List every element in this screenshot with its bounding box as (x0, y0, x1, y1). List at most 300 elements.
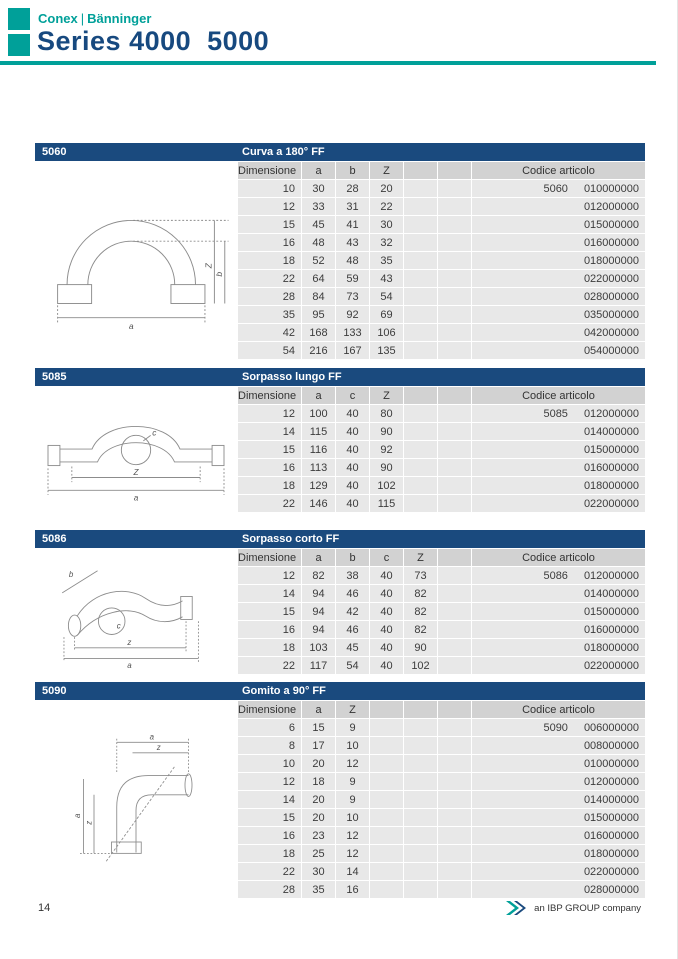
cell-value: 46 (336, 585, 370, 603)
cell-value (438, 198, 472, 216)
cell-value: 82 (404, 603, 438, 621)
cell-dimensione: 12 (238, 773, 302, 791)
cell-value: 115 (370, 495, 404, 513)
column-header-dimensione: Dimensione (238, 701, 302, 719)
column-header-z: Z (370, 387, 404, 405)
cell-value (438, 288, 472, 306)
column-header-empty (370, 701, 404, 719)
table-row (238, 621, 646, 639)
table-row (238, 755, 646, 773)
cell-value: 84 (302, 288, 336, 306)
cell-value (404, 324, 438, 342)
cell-value (404, 755, 438, 773)
cell-value: 33 (302, 198, 336, 216)
cell-value: 40 (370, 585, 404, 603)
cell-value (438, 737, 472, 755)
table-row (238, 603, 646, 621)
cell-value (438, 324, 472, 342)
dim-label-z-left: z (84, 820, 94, 825)
section-title: Sorpasso lungo FF (242, 371, 342, 383)
cell-codice (472, 198, 646, 216)
cell-value: 100 (302, 405, 336, 423)
page-title: Series 4000 5000 (37, 26, 270, 56)
cell-codice (472, 755, 646, 773)
cell-value: 40 (336, 459, 370, 477)
codice-article: 015000000 (583, 811, 639, 824)
codice-article: 035000000 (583, 308, 639, 321)
footer-company-text: an IBP GROUP company (534, 902, 641, 914)
brand-conex: Conex (38, 11, 78, 26)
cell-value: 10 (336, 809, 370, 827)
cell-value: 22 (370, 198, 404, 216)
cell-value: 40 (370, 639, 404, 657)
cell-value (438, 603, 472, 621)
codice-article: 016000000 (583, 236, 639, 249)
column-header-empty (438, 549, 472, 567)
codice-article: 022000000 (583, 497, 639, 510)
cell-value (404, 234, 438, 252)
pipe-outline (62, 571, 198, 662)
codice-article: 018000000 (583, 254, 639, 267)
cell-value: 117 (302, 657, 336, 675)
cell-dimensione: 15 (238, 441, 302, 459)
cell-value: 90 (370, 459, 404, 477)
cell-value (404, 791, 438, 809)
table-row (238, 198, 646, 216)
cell-value (404, 773, 438, 791)
cell-codice (472, 216, 646, 234)
product-section-5090 (35, 682, 645, 899)
cell-value: 40 (336, 441, 370, 459)
cell-value: 46 (336, 621, 370, 639)
section-header-bar (35, 143, 645, 161)
cell-value (370, 881, 404, 899)
cell-codice (472, 180, 646, 198)
cell-codice (472, 270, 646, 288)
cell-value: 92 (336, 306, 370, 324)
cell-dimensione: 15 (238, 603, 302, 621)
cell-value: 94 (302, 603, 336, 621)
cell-value (404, 405, 438, 423)
cell-value (438, 180, 472, 198)
cell-value: 9 (336, 773, 370, 791)
table-row (238, 495, 646, 513)
cell-value: 12 (336, 755, 370, 773)
dim-label-c: c (116, 621, 121, 631)
cell-value (438, 252, 472, 270)
cell-value: 35 (370, 252, 404, 270)
cell-value: 48 (302, 234, 336, 252)
cell-value: 80 (370, 405, 404, 423)
cell-value (404, 441, 438, 459)
cell-value: 30 (370, 216, 404, 234)
cell-value: 28 (336, 180, 370, 198)
cell-value: 82 (404, 621, 438, 639)
table-row (238, 827, 646, 845)
codice-article: 012000000 (583, 407, 639, 420)
dim-label-z: z (126, 638, 131, 648)
codice-article: 028000000 (583, 290, 639, 303)
diagram-sorpasso-corto-icon (44, 554, 229, 669)
cell-value: 15 (302, 719, 336, 737)
section-header-bar (35, 682, 645, 700)
dim-label-a: a (133, 492, 139, 502)
codice-article: 018000000 (583, 479, 639, 492)
cell-dimensione: 15 (238, 216, 302, 234)
cell-value (404, 288, 438, 306)
table-row (238, 639, 646, 657)
codice-article: 008000000 (583, 739, 639, 752)
cell-value: 40 (370, 657, 404, 675)
cell-codice (472, 827, 646, 845)
cell-value: 38 (336, 567, 370, 585)
cell-value: 40 (370, 567, 404, 585)
cell-value (370, 827, 404, 845)
table-row (238, 180, 646, 198)
column-header-dimensione: Dimensione (238, 162, 302, 180)
technical-drawing (35, 161, 237, 360)
cell-value: 167 (336, 342, 370, 360)
table-row (238, 306, 646, 324)
cell-codice (472, 234, 646, 252)
table-row (238, 216, 646, 234)
cell-dimensione: 14 (238, 791, 302, 809)
codice-article: 010000000 (583, 757, 639, 770)
cell-value: 95 (302, 306, 336, 324)
section-code: 5090 (42, 685, 67, 697)
cell-value: 90 (404, 639, 438, 657)
cell-value: 102 (404, 657, 438, 675)
cell-value: 113 (302, 459, 336, 477)
section-title: Curva a 180° FF (242, 146, 325, 158)
cell-value: 115 (302, 423, 336, 441)
cell-value: 10 (336, 737, 370, 755)
cell-value (438, 719, 472, 737)
table-row (238, 773, 646, 791)
cell-value: 54 (336, 657, 370, 675)
section-title: Sorpasso corto FF (242, 533, 340, 545)
cell-value (438, 791, 472, 809)
codice-article: 018000000 (583, 847, 639, 860)
product-section-5060 (35, 143, 645, 360)
codice-article: 012000000 (583, 200, 639, 213)
codice-prefix: 5060 (543, 182, 568, 195)
brand-banninger: Bänninger (87, 11, 152, 26)
column-header-dimensione: Dimensione (238, 549, 302, 567)
table-row (238, 863, 646, 881)
cell-dimensione: 16 (238, 621, 302, 639)
codice-prefix: 5085 (543, 407, 568, 420)
cell-value: 102 (370, 477, 404, 495)
cell-value (438, 639, 472, 657)
cell-value: 20 (302, 809, 336, 827)
cell-value (438, 773, 472, 791)
cell-codice (472, 881, 646, 899)
ibp-logo-icon (506, 901, 528, 915)
section-title: Gomito a 90° FF (242, 685, 326, 697)
cell-value: 43 (370, 270, 404, 288)
cell-codice (472, 567, 646, 585)
cell-value (438, 477, 472, 495)
codice-article: 012000000 (583, 569, 639, 582)
cell-dimensione: 14 (238, 423, 302, 441)
codice-article: 016000000 (583, 623, 639, 636)
codice-article: 054000000 (583, 344, 639, 357)
cell-value (370, 737, 404, 755)
brand-logo (38, 11, 151, 26)
cell-value (438, 441, 472, 459)
column-header-empty (404, 162, 438, 180)
cell-dimensione: 22 (238, 863, 302, 881)
cell-value (438, 495, 472, 513)
table-row (238, 270, 646, 288)
table-row (238, 719, 646, 737)
dim-label-z: Z (203, 262, 214, 268)
cell-value (404, 809, 438, 827)
cell-codice (472, 773, 646, 791)
codice-article: 028000000 (583, 883, 639, 896)
cell-value: 73 (336, 288, 370, 306)
column-header-empty (438, 701, 472, 719)
cell-value: 90 (370, 423, 404, 441)
cell-codice (472, 495, 646, 513)
codice-article: 015000000 (583, 218, 639, 231)
table-row (238, 288, 646, 306)
codice-article: 014000000 (583, 793, 639, 806)
cell-value: 14 (336, 863, 370, 881)
cell-value (404, 827, 438, 845)
codice-article: 022000000 (583, 659, 639, 672)
cell-value (438, 567, 472, 585)
codice-article: 018000000 (583, 641, 639, 654)
cell-value (370, 845, 404, 863)
column-header-a: a (302, 387, 336, 405)
cell-codice (472, 603, 646, 621)
table-row (238, 477, 646, 495)
column-header-a: a (302, 549, 336, 567)
cell-dimensione: 10 (238, 180, 302, 198)
diagram-sorpasso-lungo-icon (41, 395, 231, 505)
cell-value (404, 270, 438, 288)
column-header-z: Z (336, 701, 370, 719)
cell-value: 9 (336, 719, 370, 737)
brand-squares (8, 8, 30, 60)
column-header-empty (438, 162, 472, 180)
cell-codice (472, 423, 646, 441)
cell-value (438, 845, 472, 863)
dim-label-b: b (213, 271, 224, 277)
cell-dimensione: 35 (238, 306, 302, 324)
cell-value (404, 252, 438, 270)
cell-value: 30 (302, 863, 336, 881)
column-header-row (238, 549, 646, 567)
cell-codice (472, 306, 646, 324)
table-row (238, 845, 646, 863)
dim-label-a: a (126, 661, 132, 669)
cell-value (370, 863, 404, 881)
cell-value (404, 863, 438, 881)
codice-article: 012000000 (583, 775, 639, 788)
section-header-bar (35, 368, 645, 386)
cell-value (404, 845, 438, 863)
cell-dimensione: 18 (238, 252, 302, 270)
table-row (238, 234, 646, 252)
cell-value: 82 (404, 585, 438, 603)
spec-table-5085 (237, 386, 646, 513)
technical-drawing (35, 700, 237, 899)
cell-codice (472, 863, 646, 881)
pipe-outline (58, 220, 229, 322)
cell-value (438, 881, 472, 899)
cell-value: 12 (336, 827, 370, 845)
pipe-outline (80, 738, 192, 861)
cell-value (404, 881, 438, 899)
dim-label-c: c (152, 427, 157, 437)
cell-dimensione: 12 (238, 405, 302, 423)
cell-dimensione: 18 (238, 845, 302, 863)
section-code: 5060 (42, 146, 67, 158)
codice-article: 022000000 (583, 865, 639, 878)
section-code: 5086 (42, 533, 67, 545)
cell-value: 129 (302, 477, 336, 495)
codice-article: 022000000 (583, 272, 639, 285)
section-body (35, 548, 645, 675)
codice-article: 010000000 (583, 182, 639, 195)
cell-dimensione: 16 (238, 827, 302, 845)
section-code: 5085 (42, 371, 67, 383)
codice-prefix: 5090 (543, 721, 568, 734)
cell-value: 92 (370, 441, 404, 459)
column-header-dimensione: Dimensione (238, 387, 302, 405)
cell-value (438, 585, 472, 603)
cell-dimensione: 42 (238, 324, 302, 342)
cell-dimensione: 22 (238, 657, 302, 675)
column-header-a: a (302, 701, 336, 719)
cell-value (404, 423, 438, 441)
cell-value (438, 863, 472, 881)
cell-value (438, 827, 472, 845)
cell-value: 45 (302, 216, 336, 234)
cell-value: 69 (370, 306, 404, 324)
dim-label-z: Z (133, 467, 139, 477)
cell-value (370, 809, 404, 827)
cell-dimensione: 16 (238, 459, 302, 477)
table-row (238, 585, 646, 603)
codice-article: 016000000 (583, 829, 639, 842)
cell-value (438, 755, 472, 773)
codice-article: 015000000 (583, 443, 639, 456)
codice-article: 014000000 (583, 425, 639, 438)
section-body (35, 700, 645, 899)
cell-value: 94 (302, 585, 336, 603)
cell-value: 54 (370, 288, 404, 306)
cell-value (438, 809, 472, 827)
codice-article: 015000000 (583, 605, 639, 618)
cell-value (404, 495, 438, 513)
cell-value: 41 (336, 216, 370, 234)
cell-value: 25 (302, 845, 336, 863)
cell-value: 20 (302, 755, 336, 773)
cell-dimensione: 22 (238, 495, 302, 513)
cell-value: 40 (336, 405, 370, 423)
diagram-curve-180-icon (41, 176, 231, 346)
table-row (238, 459, 646, 477)
cell-value (370, 773, 404, 791)
cell-value: 94 (302, 621, 336, 639)
cell-value: 103 (302, 639, 336, 657)
cell-codice (472, 621, 646, 639)
cell-value: 20 (302, 791, 336, 809)
dim-label-a: a (128, 320, 134, 331)
spec-table-5086 (237, 548, 646, 675)
cell-value: 43 (336, 234, 370, 252)
cell-value: 18 (302, 773, 336, 791)
table-row (238, 405, 646, 423)
cell-dimensione: 12 (238, 198, 302, 216)
cell-value: 30 (302, 180, 336, 198)
codice-article: 042000000 (583, 326, 639, 339)
table-row (238, 881, 646, 899)
cell-value (404, 306, 438, 324)
cell-value: 40 (336, 477, 370, 495)
cell-codice (472, 288, 646, 306)
table-row (238, 342, 646, 360)
brand-separator: | (80, 11, 85, 26)
column-header-empty (438, 387, 472, 405)
section-header-bar (35, 530, 645, 548)
column-header-row (238, 162, 646, 180)
cell-codice (472, 405, 646, 423)
column-header-b: b (336, 549, 370, 567)
cell-value: 135 (370, 342, 404, 360)
page-number: 14 (38, 902, 51, 914)
codice-prefix: 5086 (543, 569, 568, 582)
table-row (238, 252, 646, 270)
table-row (238, 809, 646, 827)
dim-label-a-top: a (149, 732, 154, 742)
codice-article: 006000000 (583, 721, 639, 734)
cell-value: 40 (370, 621, 404, 639)
cell-codice (472, 441, 646, 459)
cell-dimensione: 16 (238, 234, 302, 252)
cell-codice (472, 845, 646, 863)
cell-value: 52 (302, 252, 336, 270)
column-header-empty (404, 387, 438, 405)
cell-value (370, 791, 404, 809)
cell-value (404, 737, 438, 755)
cell-codice (472, 719, 646, 737)
cell-value: 116 (302, 441, 336, 459)
technical-drawing (35, 386, 237, 513)
column-header-empty (404, 701, 438, 719)
table-row (238, 441, 646, 459)
cell-codice (472, 252, 646, 270)
cell-dimensione: 18 (238, 477, 302, 495)
cell-value: 32 (370, 234, 404, 252)
cell-value: 40 (336, 495, 370, 513)
spec-table-5090 (237, 700, 646, 899)
cell-dimensione: 8 (238, 737, 302, 755)
cell-dimensione: 6 (238, 719, 302, 737)
cell-value: 31 (336, 198, 370, 216)
product-section-5085 (35, 368, 645, 513)
cell-value: 45 (336, 639, 370, 657)
section-body (35, 386, 645, 513)
cell-value: 133 (336, 324, 370, 342)
cell-codice (472, 657, 646, 675)
cell-value: 40 (370, 603, 404, 621)
cell-value: 106 (370, 324, 404, 342)
